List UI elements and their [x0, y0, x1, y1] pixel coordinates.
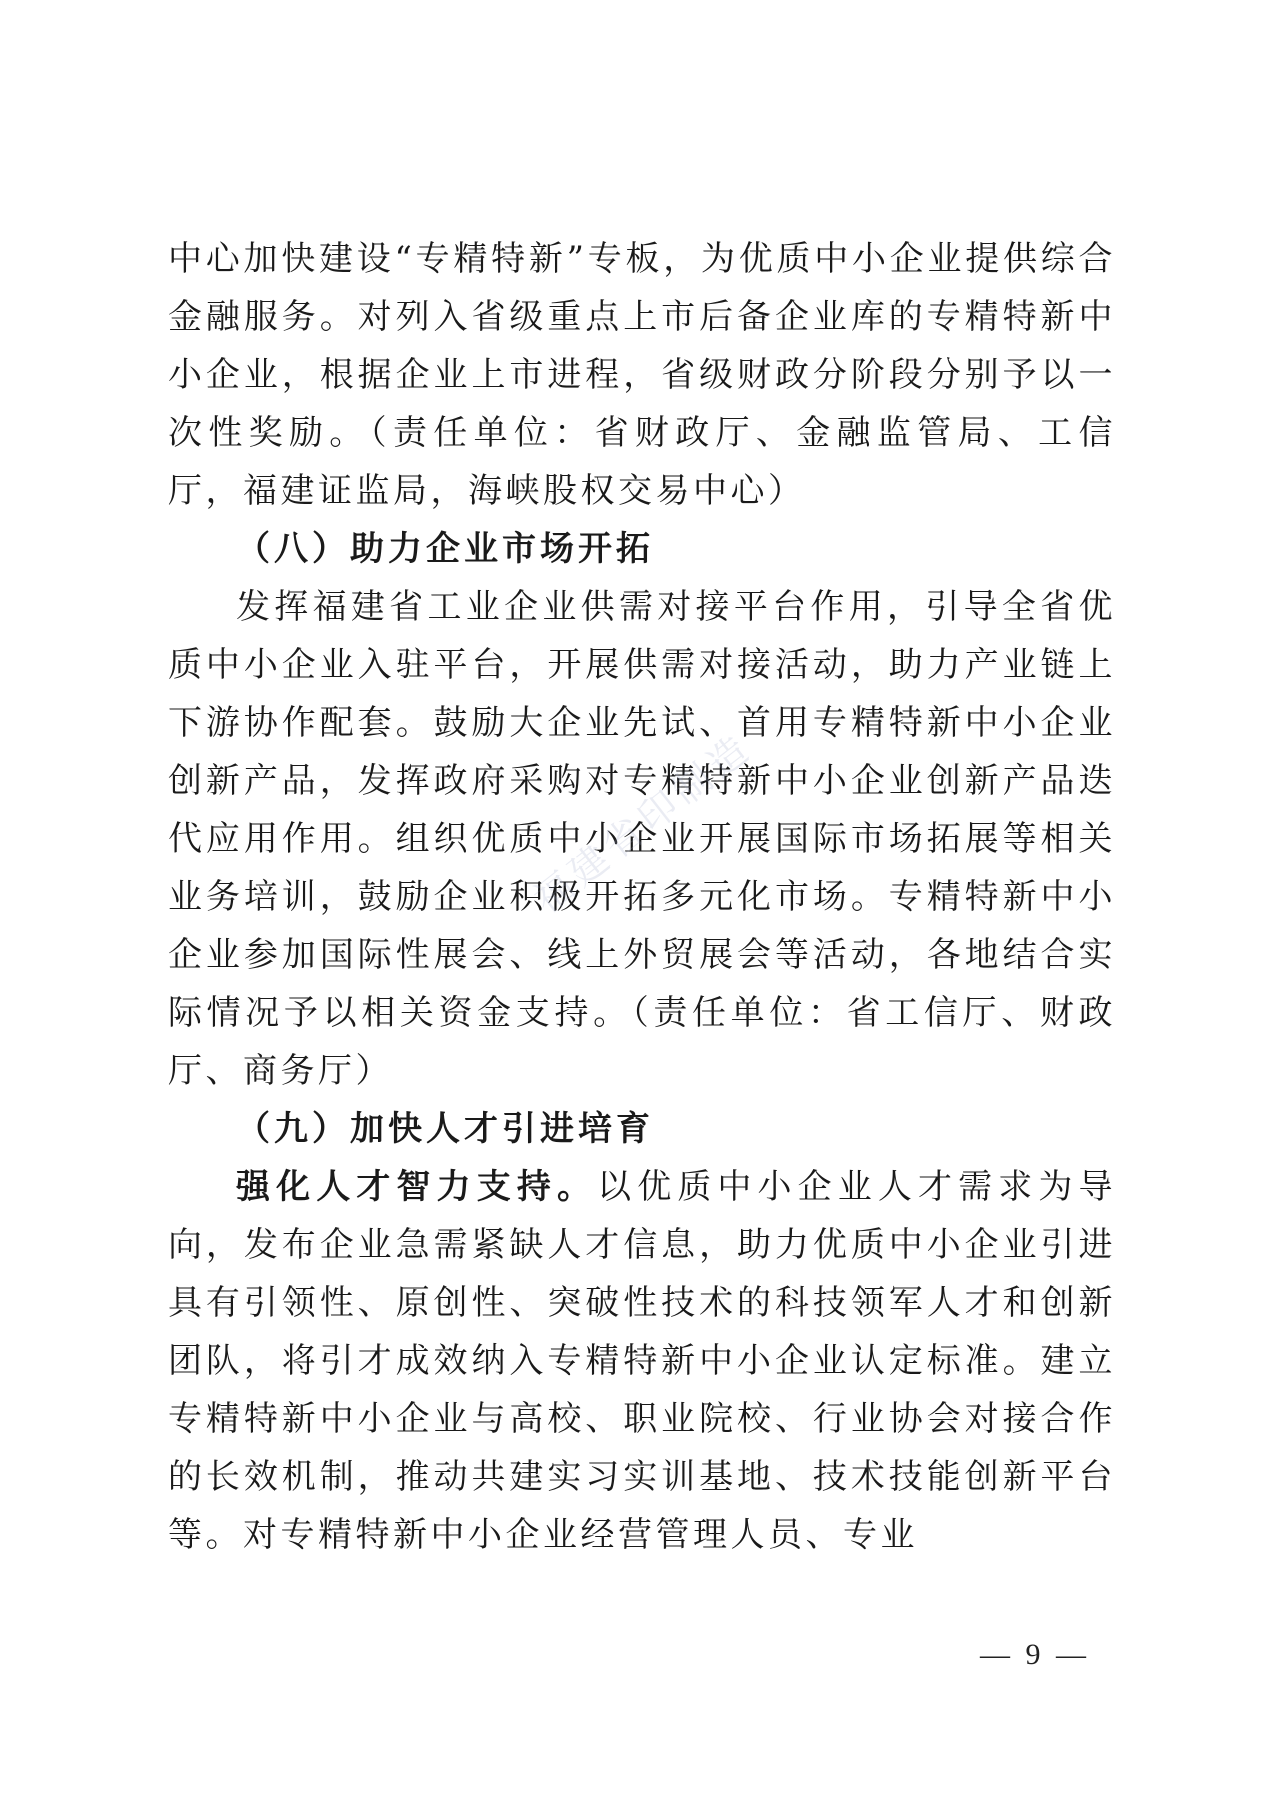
watermark: 福建省印制造: [525, 724, 761, 922]
paragraph-talent-body: 以优质中小企业人才需求为导向，发布企业急需紧缺人才信息，助力优质中小企业引进具有引领性、原创性、突破性技术的科技领军人才和创新团队，将引才成效纳入专精特新中小企业认定标准。建立专精特新中小企业与高校、职业院校、行业协会对接合作的长效机制，推动共建实习实训基地、技术技能创新平台等。对专精特新中小企业经营管理人员、专业: [168, 1167, 1117, 1555]
document-body: [168, 230, 1116, 1564]
paragraph-lead-bold: 强化人才智力支持。: [236, 1167, 598, 1207]
paragraph-talent-support: [168, 1158, 1116, 1564]
section-heading-8: （八）助力企业市场开拓: [236, 529, 654, 569]
page-number: — 9 —: [980, 1638, 1090, 1671]
section-heading-9: （九）加快人才引进培育: [236, 1109, 654, 1149]
paragraph-market-expansion: 发挥福建省工业企业供需对接平台作用，引导全省优质中小企业入驻平台，开展供需对接活动，助力产业链上下游协作配套。鼓励大企业先试、首用专精特新中小企业创新产品，发挥政府采购对专精特新中小企业创新产品迭代应用作用。组织优质中小企业开展国际市场拓展等相关业务培训，鼓励企业积极开拓多元化市场。专精特新中小企业参加国际性展会、线上外贸展会等活动，各地结合实际情况予以相关资金支持。（责任单位：省工信厅、财政厅、商务厅）: [168, 587, 1116, 1091]
paragraph-financial-services: 中心加快建设“专精特新”专板，为优质中小企业提供综合金融服务。对列入省级重点上市后备企业库的专精特新中小企业，根据企业上市进程，省级财政分阶段分别予以一次性奖励。（责任单位：省财政厅、金融监管局、工信厅，福建证监局，海峡股权交易中心）: [168, 239, 1116, 511]
